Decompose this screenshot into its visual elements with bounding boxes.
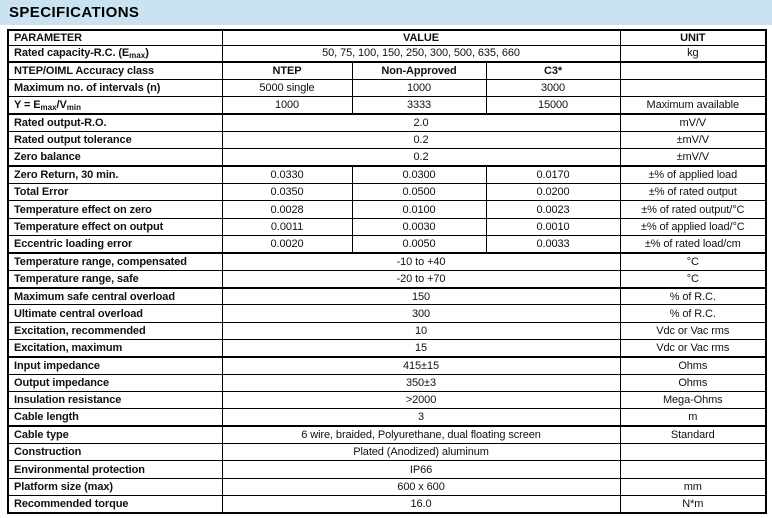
- table-row: [8, 45, 766, 62]
- value-cell: 10: [222, 322, 620, 339]
- parameter-cell: [8, 340, 222, 357]
- unit-cell: m: [620, 409, 766, 426]
- value-cell: 0.0030: [352, 218, 486, 235]
- parameter-cell: [8, 236, 222, 253]
- table-row: [8, 253, 766, 270]
- table-row: [8, 149, 766, 166]
- column-header-parameter: PARAMETER: [8, 30, 222, 45]
- value-cell: 0.0033: [486, 236, 620, 253]
- parameter-text: Total Error: [14, 186, 69, 199]
- value-cell: 0.0330: [222, 166, 352, 183]
- value-cell: 0.0050: [352, 236, 486, 253]
- unit-cell: mV/V: [620, 114, 766, 131]
- value-cell: 3000: [486, 80, 620, 97]
- value-cell: 600 x 600: [222, 478, 620, 495]
- parameter-text: Rated capacity-R.C. (E: [14, 46, 130, 59]
- parameter-cell: [8, 478, 222, 495]
- parameter-text: Excitation, recommended: [14, 324, 146, 337]
- value-cell: 0.0020: [222, 236, 352, 253]
- unit-cell: Vdc or Vac rms: [620, 322, 766, 339]
- table-row: [8, 461, 766, 478]
- parameter-cell: [8, 80, 222, 97]
- value-cell: 0.0023: [486, 201, 620, 218]
- table-row: [8, 392, 766, 409]
- parameter-text: Ultimate central overload: [14, 307, 143, 320]
- value-cell: 15: [222, 340, 620, 357]
- parameter-cell: [8, 62, 222, 79]
- value-cell: -10 to +40: [222, 253, 620, 270]
- parameter-cell: [8, 409, 222, 426]
- unit-cell: ±mV/V: [620, 132, 766, 149]
- table-row: [8, 288, 766, 305]
- table-row: [8, 132, 766, 149]
- table-row: [8, 478, 766, 495]
- unit-cell: ±% of rated output/°C: [620, 201, 766, 218]
- value-cell: 0.2: [222, 149, 620, 166]
- unit-cell: ±mV/V: [620, 149, 766, 166]
- value-cell: 0.0028: [222, 201, 352, 218]
- parameter-text: Platform size (max): [14, 480, 113, 493]
- value-cell: 0.2: [222, 132, 620, 149]
- value-cell: 0.0100: [352, 201, 486, 218]
- parameter-text: Zero balance: [14, 151, 81, 164]
- table-row: [8, 496, 766, 513]
- parameter-text: Rated output-R.O.: [14, 117, 107, 130]
- value-cell: 415±15: [222, 357, 620, 374]
- value-cell: 0.0300: [352, 166, 486, 183]
- unit-cell: % of R.C.: [620, 305, 766, 322]
- parameter-text: Environmental protection: [14, 463, 145, 476]
- column-header-unit: UNIT: [620, 30, 766, 45]
- parameter-text: Cable length: [14, 411, 79, 424]
- parameter-cell: [8, 97, 222, 114]
- table-row: [8, 357, 766, 374]
- unit-cell: ±% of applied load/°C: [620, 218, 766, 235]
- parameter-cell: [8, 270, 222, 287]
- unit-cell: ±% of rated output: [620, 184, 766, 201]
- unit-cell: [620, 444, 766, 461]
- parameter-cell: [8, 392, 222, 409]
- table-row: [8, 409, 766, 426]
- unit-cell: °C: [620, 270, 766, 287]
- table-row: [8, 184, 766, 201]
- table-row: [8, 426, 766, 443]
- value-cell: NTEP: [222, 62, 352, 79]
- parameter-cell: [8, 149, 222, 166]
- unit-cell: Standard: [620, 426, 766, 443]
- parameter-text: Input impedance: [14, 359, 100, 372]
- value-cell: 1000: [222, 97, 352, 114]
- value-cell: 5000 single: [222, 80, 352, 97]
- parameter-text: Maximum no. of intervals (n): [14, 82, 161, 95]
- value-cell: 0.0500: [352, 184, 486, 201]
- value-cell: 0.0011: [222, 218, 352, 235]
- value-cell: >2000: [222, 392, 620, 409]
- parameter-cell: [8, 201, 222, 218]
- unit-cell: [620, 80, 766, 97]
- value-cell: 6 wire, braided, Polyurethane, dual floating screen: [222, 426, 620, 443]
- value-cell: 0.0170: [486, 166, 620, 183]
- unit-cell: ±% of applied load: [620, 166, 766, 183]
- parameter-text: Rated output tolerance: [14, 134, 132, 147]
- table-header-row: [8, 30, 766, 45]
- value-cell: 3: [222, 409, 620, 426]
- parameter-text: Maximum safe central overload: [14, 290, 175, 303]
- table-row: [8, 80, 766, 97]
- parameter-text: Construction: [14, 446, 82, 459]
- parameter-subscript: min: [66, 102, 81, 112]
- parameter-cell: [8, 461, 222, 478]
- value-cell: 0.0010: [486, 218, 620, 235]
- parameter-cell: [8, 288, 222, 305]
- parameter-cell: [8, 374, 222, 391]
- value-cell: Plated (Anodized) aluminum: [222, 444, 620, 461]
- unit-cell: [620, 62, 766, 79]
- parameter-text: /V: [56, 98, 67, 111]
- parameter-text: Insulation resistance: [14, 394, 122, 407]
- parameter-text: Temperature range, compensated: [14, 255, 187, 268]
- value-cell: IP66: [222, 461, 620, 478]
- value-cell: 16.0: [222, 496, 620, 513]
- value-cell: 1000: [352, 80, 486, 97]
- parameter-text: Zero Return, 30 min.: [14, 169, 119, 182]
- parameter-subscript: max: [129, 50, 146, 60]
- column-header-value: VALUE: [222, 30, 620, 45]
- value-cell: -20 to +70: [222, 270, 620, 287]
- table-row: [8, 444, 766, 461]
- value-cell: 350±3: [222, 374, 620, 391]
- parameter-cell: [8, 322, 222, 339]
- table-row: [8, 201, 766, 218]
- unit-cell: Mega-Ohms: [620, 392, 766, 409]
- parameter-cell: [8, 132, 222, 149]
- specifications-table: [7, 29, 767, 514]
- parameter-text: Y = E: [14, 98, 41, 111]
- page-title: SPECIFICATIONS: [9, 4, 140, 21]
- parameter-subscript: max: [40, 102, 57, 112]
- parameter-cell: [8, 218, 222, 235]
- value-cell: 0.0350: [222, 184, 352, 201]
- table-row: [8, 114, 766, 131]
- parameter-text: Eccentric loading error: [14, 238, 133, 251]
- unit-cell: Ohms: [620, 357, 766, 374]
- value-cell: 50, 75, 100, 150, 250, 300, 500, 635, 660: [222, 45, 620, 62]
- unit-cell: [620, 461, 766, 478]
- unit-cell: Vdc or Vac rms: [620, 340, 766, 357]
- parameter-text: Temperature effect on zero: [14, 203, 152, 216]
- table-row: [8, 166, 766, 183]
- parameter-cell: [8, 426, 222, 443]
- value-cell: 0.0200: [486, 184, 620, 201]
- table-row: [8, 218, 766, 235]
- table-body: [8, 45, 766, 513]
- unit-cell: ±% of rated load/cm: [620, 236, 766, 253]
- table-row: [8, 62, 766, 79]
- parameter-cell: [8, 166, 222, 183]
- value-cell: 15000: [486, 97, 620, 114]
- table-row: [8, 305, 766, 322]
- parameter-cell: [8, 45, 222, 62]
- specifications-banner: [0, 0, 772, 25]
- parameter-cell: [8, 184, 222, 201]
- value-cell: C3*: [486, 62, 620, 79]
- value-cell: 2.0: [222, 114, 620, 131]
- unit-cell: % of R.C.: [620, 288, 766, 305]
- parameter-text: Recommended torque: [14, 498, 129, 511]
- unit-cell: N*m: [620, 496, 766, 513]
- value-cell: 300: [222, 305, 620, 322]
- value-cell: 150: [222, 288, 620, 305]
- parameter-text: Cable type: [14, 429, 69, 442]
- table-row: [8, 374, 766, 391]
- parameter-text: ): [145, 46, 149, 59]
- parameter-cell: [8, 496, 222, 513]
- parameter-text: NTEP/OIML Accuracy class: [14, 65, 155, 78]
- parameter-cell: [8, 253, 222, 270]
- unit-cell: Maximum available: [620, 97, 766, 114]
- unit-cell: kg: [620, 45, 766, 62]
- table-row: [8, 340, 766, 357]
- table-row: [8, 236, 766, 253]
- parameter-text: Excitation, maximum: [14, 341, 123, 354]
- table-row: [8, 97, 766, 114]
- value-cell: Non-Approved: [352, 62, 486, 79]
- unit-cell: mm: [620, 478, 766, 495]
- parameter-text: Temperature effect on output: [14, 220, 164, 233]
- unit-cell: Ohms: [620, 374, 766, 391]
- parameter-cell: [8, 444, 222, 461]
- table-row: [8, 322, 766, 339]
- parameter-text: Temperature range, safe: [14, 272, 139, 285]
- parameter-cell: [8, 305, 222, 322]
- unit-cell: °C: [620, 253, 766, 270]
- parameter-cell: [8, 114, 222, 131]
- table-row: [8, 270, 766, 287]
- value-cell: 3333: [352, 97, 486, 114]
- parameter-text: Output impedance: [14, 376, 109, 389]
- parameter-cell: [8, 357, 222, 374]
